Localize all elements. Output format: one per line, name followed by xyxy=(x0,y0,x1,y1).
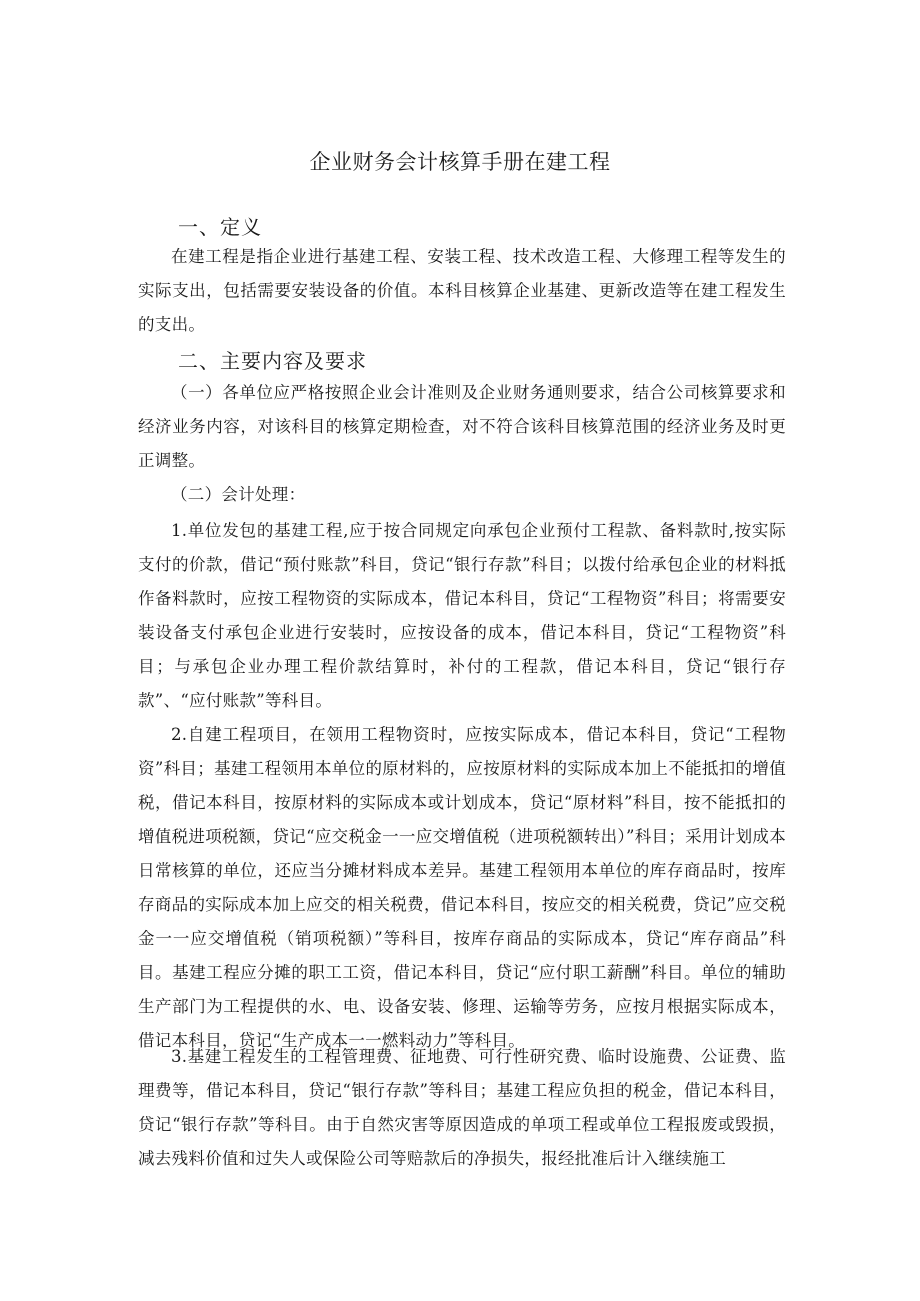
definition-paragraph: 在建工程是指企业进行基建工程、安装工程、技术改造工程、大修理工程等发生的实际支出，包括需要安装设备的价值。本科目核算企业基建、更新改造等在建工程发生的支出。 xyxy=(138,247,786,334)
document-title: 企业财务会计核算手册在建工程 xyxy=(309,150,611,174)
item-3-paragraph: 3.基建工程发生的工程管理费、征地费、可行性研究费、临时设施费、公证费、监理费等，借记本科目，贷记“银行存款”等科目；基建工程应负担的税金，借记本科目，贷记“银行存款”等科目。由于自然灾害等原因造成的单项工程或单位工程报废或毁损，减去残料价值和过失人或保险公司等赔款后的净损失，报经批准后计入继续施工 xyxy=(138,1047,786,1168)
item-3-block xyxy=(138,1040,786,1176)
item-2-block xyxy=(138,718,786,1058)
definition-paragraph-block xyxy=(138,240,786,342)
section-heading-requirements: 二、主要内容及要求 xyxy=(178,349,367,373)
section-heading-definition: 一、定义 xyxy=(178,215,262,239)
item-1-block xyxy=(138,514,786,718)
item-2-paragraph: 2.自建工程项目，在领用工程物资时，应按实际成本，借记本科目，贷记“工程物资”科目；基建工程领用本单位的原材料的，应按原材料的实际成本加上不能抵扣的增值税，借记本科目，按原材料的实际成本或计划成本，贷记“原材料”科目，按不能抵扣的增值税进项税额，贷记“应交税金一一应交增值税（进项税额转出）”科目；采用计划成本日常核算的单位，还应当分摊材料成本差异。基建工程领用本单位的库存商品时，按库存商品的实际成本加上应交的相关税费，借记本科目，按应交的相关税费，贷记”应交税金一一应交增值税（销项税额）”等科目，按库存商品的实际成本，贷记“库存商品”科目。基建工程应分摊的职工工资，借记本科目，贷记“应付职工薪酬”科目。单位的辅助生产部门为工程提供的水、电、设备安装、修理、运输等劳务，应按月根据实际成本，借记本科目，贷记“生产成本一一燃料动力”等科目。 xyxy=(138,725,786,1050)
requirement-1-paragraph: （一）各单位应严格按照企业会计准则及企业财务通则要求，结合公司核算要求和经济业务内容，对该科目的核算定期检查，对不符合该科目核算范围的经济业务及时更正调整。 xyxy=(138,383,786,470)
requirement-1-block xyxy=(138,376,786,478)
item-1-paragraph: 1.单位发包的基建工程,应于按合同规定向承包企业预付工程款、备料款时,按实际支付的价款，借记“预付账款”科目，贷记“银行存款”科目；以拨付给承包企业的材料抵作备料款时，应按工程物资的实际成本，借记本科目，贷记“工程物资”科目；将需要安装设备支付承包企业进行安装时，应按设备的成本，借记本科目，贷记“工程物资”科目；与承包企业办理工程价款结算时，补付的工程款，借记本科目，贷记“银行存款”、“应付账款”等科目。 xyxy=(138,521,786,710)
accounting-treatment-label: （二）会计处理： xyxy=(171,485,306,504)
accounting-label-block xyxy=(138,478,786,512)
